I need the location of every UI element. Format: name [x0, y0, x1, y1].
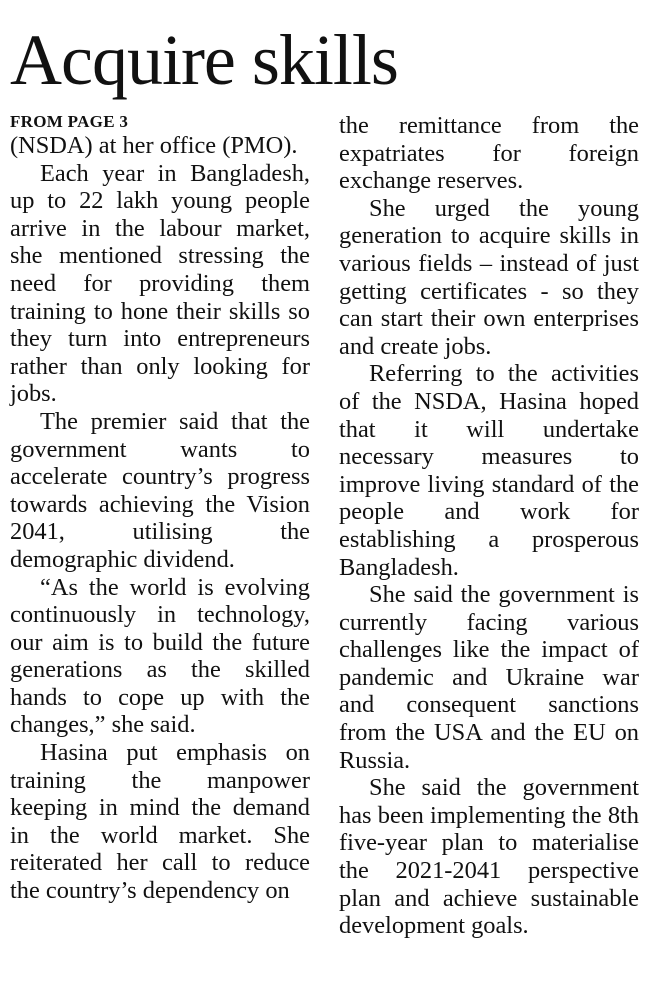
headline: Acquire skills [10, 20, 398, 100]
paragraph: “As the world is evolving continuously in technology, our aim is to build the future generations as the skilled hands to cope up with the changes,” she said. [10, 573, 310, 739]
paragraph: She said the government is currently facing various challenges like the impact of pandemic and Ukraine war and consequent sanctions from the USA and the EU on Russia. [339, 581, 639, 774]
paragraph: The premier said that the government wants to accelerate country’s progress towards achieving the Vision 2041, utilising the demographic dividend. [10, 407, 310, 573]
paragraph: (NSDA) at her office (PMO). [10, 132, 298, 159]
paragraph: Hasina put emphasis on training the manpower keeping in mind the demand in the world market. She reiterated her call to reduce the country’s dependency on [10, 739, 310, 905]
paragraph: She said the government has been implementing the 8th five-year plan to materialise the 2021-2041 perspective plan and achieve sustainable development goals. [339, 774, 639, 940]
article-column-right [339, 112, 639, 940]
article-column-left [10, 112, 310, 905]
paragraph: Each year in Bangladesh, up to 22 lakh young people arrive in the labour market, she mentioned stressing the need for providing them training to hone their skills so they turn into entrepreneurs rather than only looking for jobs. [10, 159, 310, 408]
continuation-kicker: FROM PAGE 3 [10, 112, 129, 131]
paragraph: Referring to the activities of the NSDA, Hasina hoped that it will undertake necessary measures to improve living standard of the people and work for establishing a prosperous Bangladesh. [339, 360, 639, 581]
paragraph: She urged the young generation to acquire skills in various fields – instead of just getting certificates - so they can start their own enterprises and create jobs. [339, 194, 639, 360]
paragraph: the remittance from the expatriates for foreign exchange reserves. [339, 112, 639, 195]
